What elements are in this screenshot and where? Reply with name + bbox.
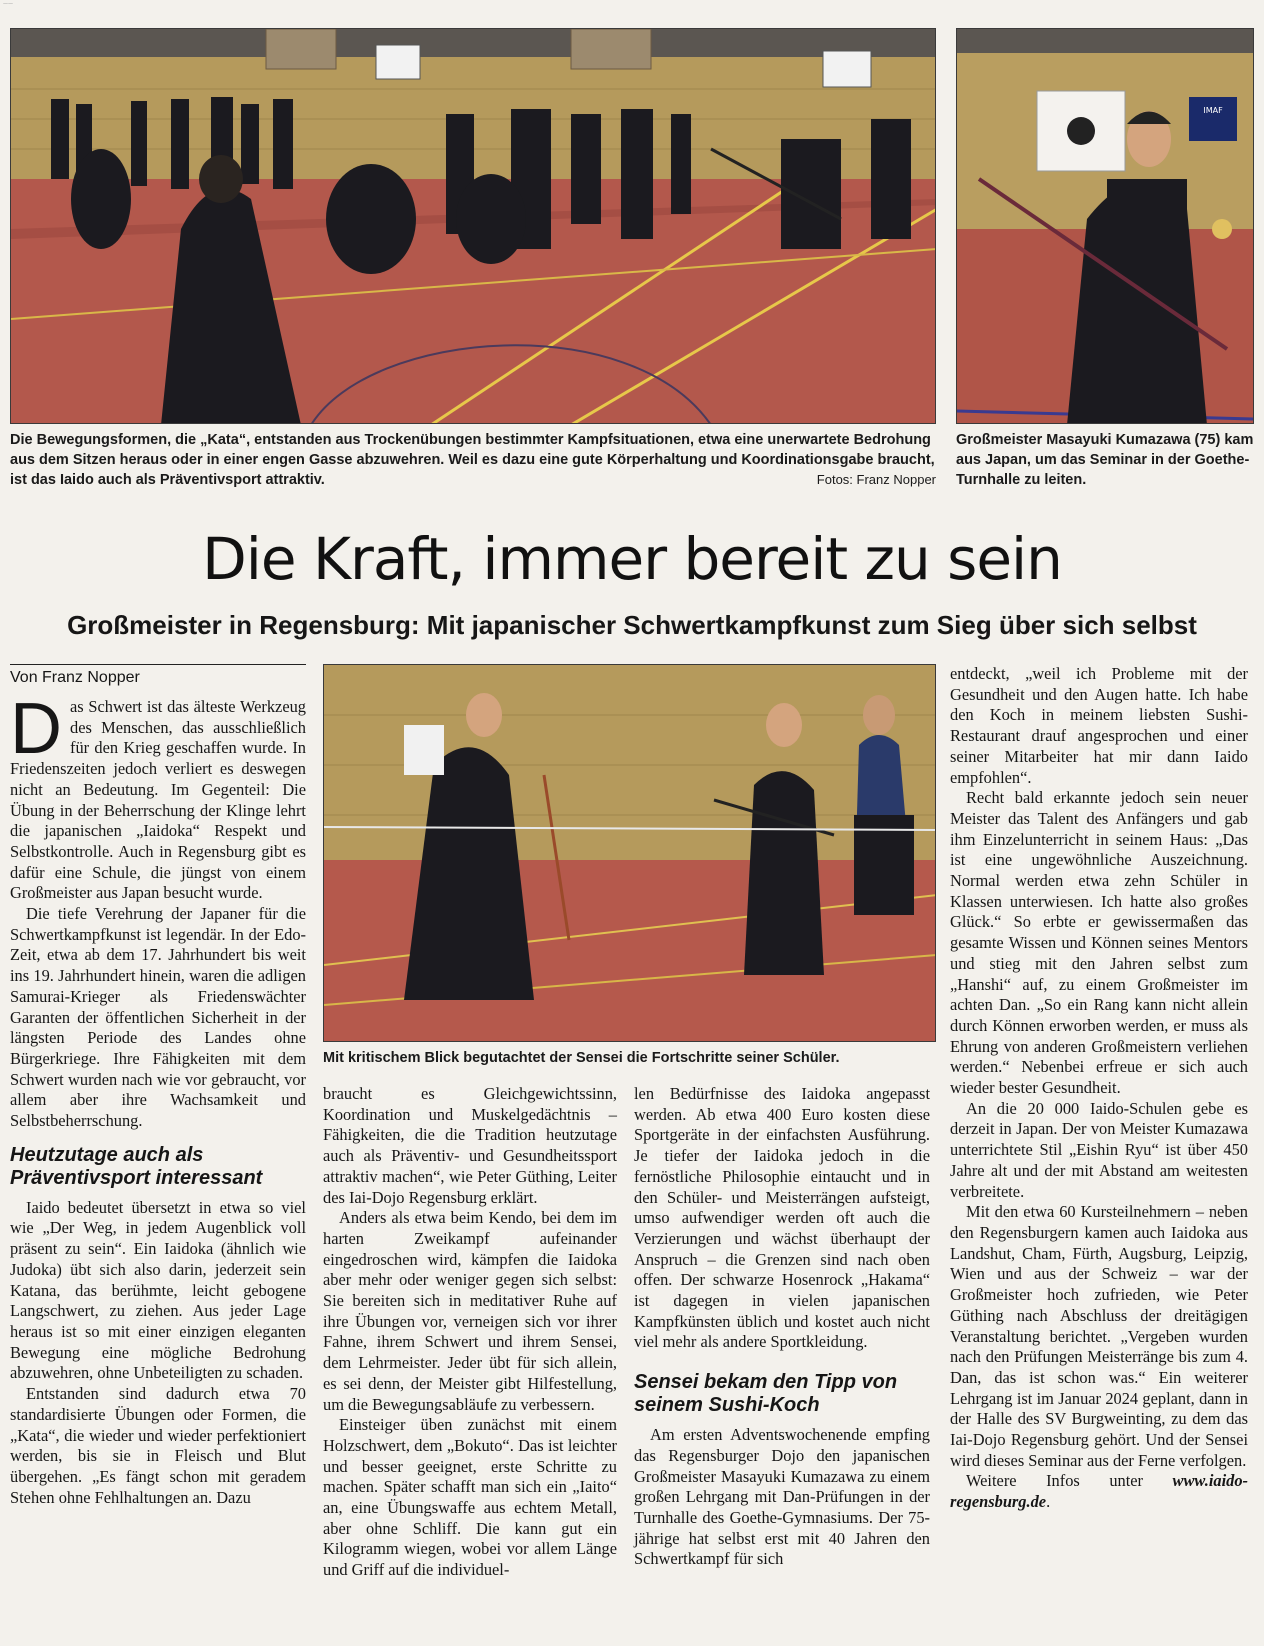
photo-grandmaster: [956, 28, 1254, 424]
banner-label: IMAF: [1203, 106, 1223, 115]
website-link[interactable]: www.iaido-regensburg.de: [950, 1471, 1248, 1512]
paragraph: Einsteiger üben zunächst mit einem Holzschwert, dem „Bokuto“. Das ist leichter und besser geeignet, erste Schritte zu machen. Später schafft man sich ein „Iaito“ an, eine Übungswaffe aus echtem Metall, aber ohne Schliff. Die kann gut ein Kilogramm wiegen, wobei vor allem Länge und Griff auf die individuel-: [323, 1415, 617, 1580]
paragraph: Mit den etwa 60 Kursteilnehmern – neben den Regensburgern kamen auch Iaidoka aus Landshut, Cham, Fürth, Augsburg, Leipzig, Wien und aus der Schweiz – war der Großmeister hoch zufrieden, wie Peter Güthing nach Abschluss der dreitägigen Veranstaltung berichtet. „Vergeben wurden nach den Prüfungen Meisterränge bis zum 4. Dan, das ist schon was.“ Ein weiterer Lehrgang ist im Januar 2024 geplant, dann in der Halle des SV Burgweinting, zu dem das Iai-Dojo Regensburg gehört. Und der Sensei wird dieses Seminar aus der Ferne verfolgen.: [950, 1202, 1248, 1470]
article-column-3: [634, 1084, 930, 1570]
byline: Von Franz Nopper: [10, 664, 306, 689]
paragraph: Anders als etwa beim Kendo, bei dem im harten Zweikampf aufeinander eingedroschen wird, kämpfen die Iaidoka aber mehr oder weniger gegen sich selbst: Sie bereiten sich in meditativer Ruhe auf ihre Übungen vor, verneigen sich vor ihrer Fahne, ihrem Schwert und ihrem Sensei, dem Lehrmeister. Jeder übt für sich allein, es sei denn, der Meister gibt Hilfestellung, um die Bewegungsabläufe zu verbessern.: [323, 1208, 617, 1414]
paragraph: Am ersten Adventswochenende empfing das Regensburger Dojo den japanischen Großmeister Masayuki Kumazawa zu einem großen Lehrgang mit Dan-Prüfungen in der Turnhalle des Goethe-Gymnasiums. Der 75-jährige hat selbst erst mit 40 Jahren den Schwertkampf für sich: [634, 1425, 930, 1569]
corner-mark: ——: [3, 1, 13, 7]
paragraph: Die tiefe Verehrung der Japaner für die Schwertkampfkunst ist legendär. In der Edo-Zeit, etwa ab dem 17. Jahrhundert bis weit ins 19. Jahrhundert hinein, waren die adligen Samurai-Krieger als Friedenswächter Garanten der öffentlichen Sicherheit in der längsten Periode des Landes ohne Bürgerkriege. Ihre Fähigkeiten mit dem Schwert wurden nach wie vor gebraucht, vor allem aber ihre Wachsamkeit und Selbstbeherrschung.: [10, 904, 306, 1131]
grandmaster-illustration: [957, 29, 1254, 424]
paragraph-more-info: Weitere Infos unter www.iaido-regensburg.de.: [950, 1471, 1248, 1512]
caption-grandmaster: Großmeister Masayuki Kumazawa (75) kam aus Japan, um das Seminar in der Goethe-Turnhalle zu leiten.: [956, 432, 1254, 488]
training-hall-illustration: [11, 29, 936, 424]
sensei-students-illustration: [324, 665, 936, 1042]
paragraph: Iaido bedeutet übersetzt in etwa so viel wie „Der Weg, in jedem Augenblick voll präsent zu sein“. Ein Iaidoka (ähnlich wie Judoka) übt sich also darin, jederzeit sein Katana, das berühmte, leicht gebogene Langschwert, zu ziehen. Aus jeder Lage heraus ist so mit einer einzigen eleganten Bewegung eine mögliche Bedrohung abzuwehren, ohne Unbeteiligten zu schaden.: [10, 1197, 306, 1383]
article-column-4: [950, 664, 1248, 1513]
paragraph: len Bedürfnisse des Iaidoka angepasst werden. Ab etwa 400 Euro kosten diese Sportgeräte in der einfachsten Ausführung. Je tiefer der Iaidoka jedoch in die fernöstliche Philosophie eintaucht und in den Schüler- und Meisterrängen aufsteigt, umso aufwendiger werden oft auch die Verzierungen und wächst überhaupt der Anspruch – die Grenzen sind nach oben offen. Der schwarze Hosenrock „Hakama“ ist dagegen in vielen japanischen Kampfkünsten üblich und kostet auch nicht viel mehr als andere Sportkleidung.: [634, 1084, 930, 1352]
caption-main: [10, 430, 936, 490]
photo-sensei-students: [323, 664, 936, 1042]
paragraph: Das Schwert ist das älteste Werkzeug des Menschen, das ausschließlich für den Krieg geschaffen wurde. In Friedenszeiten jedoch verliert es deswegen nicht an Bedeutung. Im Gegenteil: Die Übung in der Beherrschung der Klinge lehrt die japanischen „Iaidoka“ Respekt und Selbstkontrolle. Auch in Regensburg gibt es dafür eine Schule, die jüngst von einem Großmeister aus Japan besucht wurde.: [10, 689, 306, 903]
section-heading: Heutzutage auch als Präventivsport interessant: [10, 1143, 263, 1189]
caption-main-text: Die Bewegungsformen, die „Kata“, entstanden aus Trockenübungen bestimmter Kampfsituationen, etwa eine unerwartete Bedrohung aus dem Sitzen heraus oder in einer engen Gasse abzuwehren. Weil es dazu eine gute Körperhaltung und Koordinationsgabe braucht, ist das Iaido auch als Präventivsport attraktiv.: [10, 432, 935, 488]
paragraph: Entstanden sind dadurch etwa 70 standardisierte Übungen oder Formen, die „Kata“, die wieder und wieder perfektioniert werden, bis sie in Fleisch und Blut übergehen. „Es fängt schon mit geradem Stehen ohne Fehlhaltungen an. Dazu: [10, 1384, 306, 1507]
article-column-1: [10, 689, 306, 1508]
paragraph: entdeckt, „weil ich Probleme mit der Gesundheit und den Augen hatte. Ich habe den Koch in meinem liebsten Sushi-Restaurant drauf angesprochen und einer seiner Mitarbeiter hat mir dann Iaido empfohlen“.: [950, 664, 1248, 787]
paragraph: An die 20 000 Iaido-Schulen gebe es derzeit in Japan. Der von Meister Kumazawa unterrichtete Stil „Eishin Ryu“ ist über 450 Jahre alt und der mit Abstand am weitesten verbreitete.: [950, 1098, 1248, 1201]
paragraph: braucht es Gleichgewichtssinn, Koordination und Muskelgedächtnis – Fähigkeiten, die die Tradition heutzutage auch als Präventiv- und Gesundheitssport attraktiv machen“, wie Peter Güthing, Leiter des Iai-Dojo Regensburg erklärt.: [323, 1084, 617, 1207]
photo-credit: Fotos: Franz Nopper: [816, 472, 936, 487]
subheadline: Großmeister in Regensburg: Mit japanischer Schwertkampfkunst zum Sieg über sich selbst: [67, 610, 1197, 640]
drop-cap: D: [10, 689, 62, 769]
headline: Die Kraft, immer bereit zu sein: [202, 525, 1062, 593]
section-heading: Sensei bekam den Tipp von seinem Sushi-Koch: [634, 1371, 898, 1417]
paragraph: Recht bald erkannte jedoch sein neuer Meister das Talent des Anfängers und gab ihm Einzelunterricht in seinem Haus: „Das ist eine ungewöhnliche Auszeichnung. Normal werden etwa zehn Schüler in Klassen unterwiesen. Ich hatte also großes Glück.“ So erbte er gewissermaßen das gesamte Wissen und Können seines Mentors und stieg mit den Jahren selbst zum „Hanshi“ auf, zu einem Großmeister im achten Dan. „So ein Rang kann nicht allein durch Können erworben werden, er muss als Ehrung von anderen Großmeistern verliehen werden.“ Nebenbei erfreue er sich auch wieder bester Gesundheit.: [950, 788, 1248, 1098]
article-column-2: [323, 1084, 617, 1581]
photo-main-training: [10, 28, 936, 424]
caption-middle: Mit kritischem Blick begutachtet der Sensei die Fortschritte seiner Schüler.: [323, 1050, 840, 1066]
